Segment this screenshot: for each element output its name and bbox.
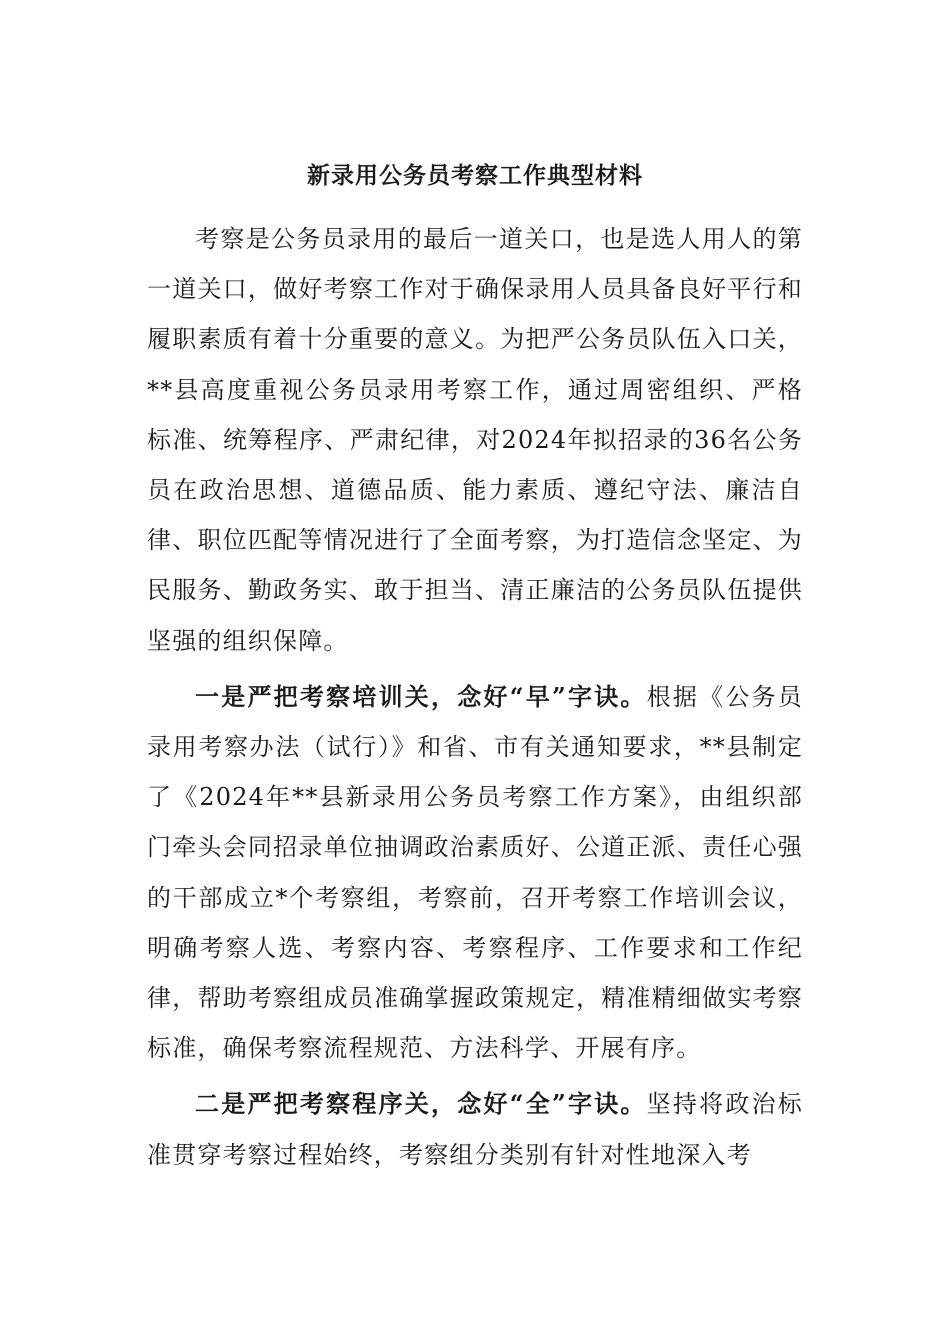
paragraph-intro-text: 考察是公务员录用的最后一道关口，也是选人用人的第一道关口，做好考察工作对于确保录用人员具备良好平行和履职素质有着十分重要的意义。为把严公务员队伍入口关，**县高度重视公务员录用考察工作，通过周密组织、严格标准、统筹程序、严肃纪律，对2024年拟招录的36名公务员在政治思想、道德品质、能力素质、遵纪守法、廉洁自律、职位匹配等情况进行了全面考察，为打造信念坚定、为民服务、勤政务实、敢于担当、清正廉洁的公务员队伍提供坚强的组织保障。: [147, 225, 803, 655]
paragraph-training-heading: 一是严把考察培训关，念好“早”字诀。: [195, 681, 647, 711]
paragraph-procedure-text: 坚持将政治标准贯穿考察过程始终，考察组分类别有针对性地深入考: [147, 1090, 803, 1169]
paragraph-training-text: 根据《公务员录用考察办法（试行）》和省、市有关通知要求，**县制定了《2024年**县新录用公务员考察工作方案》，由组织部门牵头会同招录单位抽调政治素质好、公道正派、责任心强的干部成立*个考察组，考察前，召开考察工作培训会议，明确考察人选、考察内容、考察程序、工作要求和工作纪律，帮助考察组成员准确掌握政策规定，精准精细做实考察标准，确保考察流程规范、方法科学、开展有序。: [147, 682, 803, 1063]
paragraph-procedure: [147, 1079, 803, 1179]
paragraph-training: [147, 672, 803, 1074]
paragraph-procedure-heading: 二是严把考察程序关，念好“全”字诀。: [195, 1089, 647, 1119]
document-title: 新录用公务员考察工作典型材料: [307, 162, 643, 189]
document-body: [147, 214, 803, 1186]
paragraph-intro: [147, 214, 803, 666]
